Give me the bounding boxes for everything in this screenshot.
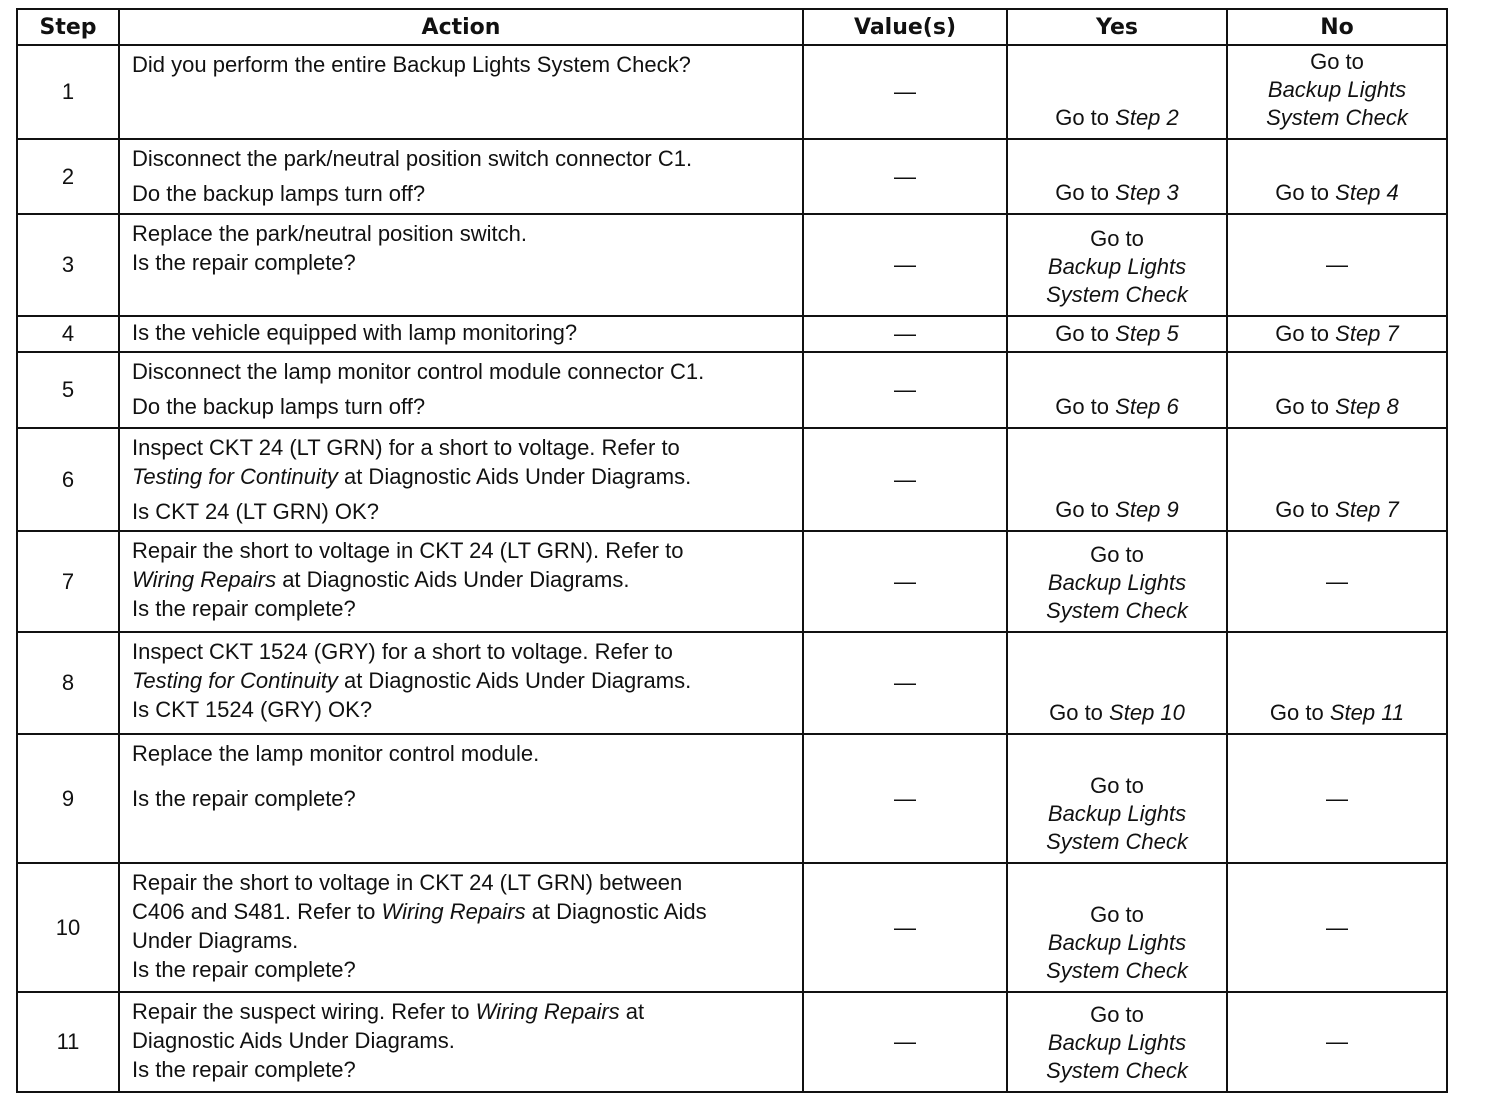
action-question: Is the vehicle equipped with lamp monitoring? xyxy=(132,320,578,345)
action-text: Did you perform the entire Backup Lights System Check? xyxy=(132,52,691,77)
table-row xyxy=(17,992,1447,1092)
action-cell xyxy=(119,139,803,214)
yes-cell xyxy=(1007,316,1227,352)
value-cell: — xyxy=(803,352,1007,428)
action-question: Is CKT 1524 (GRY) OK? xyxy=(132,697,373,722)
yes-prefix: Go to xyxy=(1090,226,1144,251)
action-question: Do the backup lamps turn off? xyxy=(132,181,426,206)
yes-cell xyxy=(1007,992,1227,1092)
procedure-reference: Wiring Repairs xyxy=(132,567,277,592)
action-cell xyxy=(119,352,803,428)
action-text: C406 and S481. Refer to xyxy=(132,899,382,924)
action-text: at xyxy=(619,999,645,1024)
action-text: at Diagnostic Aids Under Diagrams. xyxy=(337,464,692,489)
table-row xyxy=(17,734,1447,863)
header-step: Step xyxy=(17,9,119,45)
step-number: 10 xyxy=(17,863,119,992)
no-step-link: Step 8 xyxy=(1335,394,1399,419)
yes-step-link: Step 9 xyxy=(1115,497,1179,522)
step-number: 6 xyxy=(17,428,119,531)
no-step-link: Step 7 xyxy=(1335,497,1399,522)
no-cell xyxy=(1227,139,1447,214)
no-prefix: Go to xyxy=(1275,497,1330,522)
action-text: Replace the lamp monitor control module. xyxy=(132,741,540,766)
action-cell xyxy=(119,531,803,632)
no-ref-line-1: Backup Lights xyxy=(1267,77,1407,102)
action-question: Do the backup lamps turn off? xyxy=(132,394,426,419)
table-row xyxy=(17,139,1447,214)
action-question: Is the repair complete? xyxy=(132,250,356,275)
no-step-link: Step 7 xyxy=(1335,321,1399,346)
header-action: Action xyxy=(119,9,803,45)
action-text: Disconnect the lamp monitor control module connector C1. xyxy=(132,359,705,384)
no-cell xyxy=(1227,428,1447,531)
yes-cell xyxy=(1007,863,1227,992)
action-text: at Diagnostic Aids xyxy=(525,899,707,924)
no-prefix: Go to xyxy=(1275,180,1330,205)
no-cell: — xyxy=(1227,992,1447,1092)
value-cell: — xyxy=(803,316,1007,352)
value-cell: — xyxy=(803,734,1007,863)
diagnostic-table xyxy=(16,8,1448,1093)
no-cell: — xyxy=(1227,863,1447,992)
yes-prefix: Go to xyxy=(1055,180,1110,205)
action-question: Is CKT 24 (LT GRN) OK? xyxy=(132,499,379,524)
yes-cell xyxy=(1007,139,1227,214)
yes-ref-line-2: System Check xyxy=(1046,958,1188,983)
value-cell: — xyxy=(803,214,1007,316)
yes-cell xyxy=(1007,214,1227,316)
value-cell: — xyxy=(803,863,1007,992)
no-cell xyxy=(1227,45,1447,139)
step-number: 11 xyxy=(17,992,119,1092)
table-row xyxy=(17,316,1447,352)
action-cell xyxy=(119,863,803,992)
yes-cell xyxy=(1007,428,1227,531)
yes-step-link: Step 2 xyxy=(1115,105,1179,130)
action-text: at Diagnostic Aids Under Diagrams. xyxy=(276,567,630,592)
action-text: Under Diagrams. xyxy=(132,928,299,953)
yes-ref-line-1: Backup Lights xyxy=(1047,254,1187,279)
no-step-link: Step 4 xyxy=(1335,180,1399,205)
yes-prefix: Go to xyxy=(1090,542,1144,567)
no-prefix: Go to xyxy=(1275,321,1330,346)
no-prefix: Go to xyxy=(1310,49,1364,74)
no-step-link: Step 11 xyxy=(1329,700,1405,725)
yes-step-link: Step 5 xyxy=(1115,321,1179,346)
step-number: 3 xyxy=(17,214,119,316)
yes-cell xyxy=(1007,352,1227,428)
action-cell xyxy=(119,214,803,316)
no-cell: — xyxy=(1227,531,1447,632)
step-number: 8 xyxy=(17,632,119,734)
yes-prefix: Go to xyxy=(1055,497,1110,522)
yes-ref-line-1: Backup Lights xyxy=(1047,1030,1187,1055)
action-text: Inspect CKT 1524 (GRY) for a short to voltage. Refer to xyxy=(132,639,673,664)
no-ref-line-2: System Check xyxy=(1266,105,1408,130)
no-cell xyxy=(1227,352,1447,428)
yes-prefix: Go to xyxy=(1055,105,1110,130)
header-row xyxy=(17,9,1447,45)
no-prefix: Go to xyxy=(1275,394,1330,419)
no-cell: — xyxy=(1227,214,1447,316)
action-text: Replace the park/neutral position switch. xyxy=(132,221,527,246)
action-question: Is the repair complete? xyxy=(132,957,356,982)
yes-prefix: Go to xyxy=(1049,700,1103,725)
table-row xyxy=(17,352,1447,428)
step-number: 5 xyxy=(17,352,119,428)
yes-ref-line-2: System Check xyxy=(1046,282,1188,307)
header-yes: Yes xyxy=(1007,9,1227,45)
no-cell xyxy=(1227,316,1447,352)
action-question: Is the repair complete? xyxy=(132,786,356,811)
table-row xyxy=(17,531,1447,632)
step-number: 9 xyxy=(17,734,119,863)
table-row xyxy=(17,428,1447,531)
yes-prefix: Go to xyxy=(1055,394,1110,419)
action-question: Is the repair complete? xyxy=(132,1057,356,1082)
step-number: 2 xyxy=(17,139,119,214)
yes-step-link: Step 3 xyxy=(1115,180,1179,205)
action-cell xyxy=(119,632,803,734)
yes-step-link: Step 10 xyxy=(1109,700,1185,725)
yes-cell xyxy=(1007,734,1227,863)
yes-ref-line-2: System Check xyxy=(1046,1058,1188,1083)
header-no: No xyxy=(1227,9,1447,45)
action-cell xyxy=(119,428,803,531)
table-row xyxy=(17,45,1447,139)
action-text: Repair the suspect wiring. Refer to xyxy=(132,999,476,1024)
yes-prefix: Go to xyxy=(1090,773,1144,798)
yes-cell xyxy=(1007,632,1227,734)
action-cell xyxy=(119,992,803,1092)
action-text: Diagnostic Aids Under Diagrams. xyxy=(132,1028,455,1053)
value-cell: — xyxy=(803,531,1007,632)
action-cell xyxy=(119,316,803,352)
action-question: Is the repair complete? xyxy=(132,596,356,621)
step-number: 4 xyxy=(17,316,119,352)
action-cell xyxy=(119,45,803,139)
step-number: 1 xyxy=(17,45,119,139)
no-prefix: Go to xyxy=(1269,700,1324,725)
value-cell: — xyxy=(803,992,1007,1092)
yes-ref-line-1: Backup Lights xyxy=(1047,930,1187,955)
step-number: 7 xyxy=(17,531,119,632)
yes-prefix: Go to xyxy=(1055,321,1110,346)
no-cell xyxy=(1227,632,1447,734)
action-text: Disconnect the park/neutral position switch connector C1. xyxy=(132,146,693,171)
action-text: Inspect CKT 24 (LT GRN) for a short to voltage. Refer to xyxy=(132,435,680,460)
yes-ref-line-2: System Check xyxy=(1046,829,1188,854)
no-cell: — xyxy=(1227,734,1447,863)
procedure-reference: Testing for Continuity xyxy=(132,464,338,489)
yes-ref-line-1: Backup Lights xyxy=(1047,801,1187,826)
yes-cell xyxy=(1007,531,1227,632)
action-text: Repair the short to voltage in CKT 24 (LT GRN). Refer to xyxy=(132,538,684,563)
yes-ref-line-2: System Check xyxy=(1046,598,1188,623)
value-cell: — xyxy=(803,139,1007,214)
action-cell xyxy=(119,734,803,863)
value-cell: — xyxy=(803,428,1007,531)
yes-step-link: Step 6 xyxy=(1115,394,1179,419)
table-row xyxy=(17,863,1447,992)
table-row xyxy=(17,632,1447,734)
yes-ref-line-1: Backup Lights xyxy=(1047,570,1187,595)
action-text: Repair the short to voltage in CKT 24 (LT GRN) between xyxy=(132,870,683,895)
action-text: at Diagnostic Aids Under Diagrams. xyxy=(337,668,692,693)
table-row xyxy=(17,214,1447,316)
header-values: Value(s) xyxy=(803,9,1007,45)
value-cell: — xyxy=(803,45,1007,139)
procedure-reference: Testing for Continuity xyxy=(132,668,338,693)
procedure-reference: Wiring Repairs xyxy=(475,999,620,1024)
yes-prefix: Go to xyxy=(1090,1002,1144,1027)
yes-prefix: Go to xyxy=(1090,902,1144,927)
yes-cell xyxy=(1007,45,1227,139)
procedure-reference: Wiring Repairs xyxy=(381,899,526,924)
value-cell: — xyxy=(803,632,1007,734)
